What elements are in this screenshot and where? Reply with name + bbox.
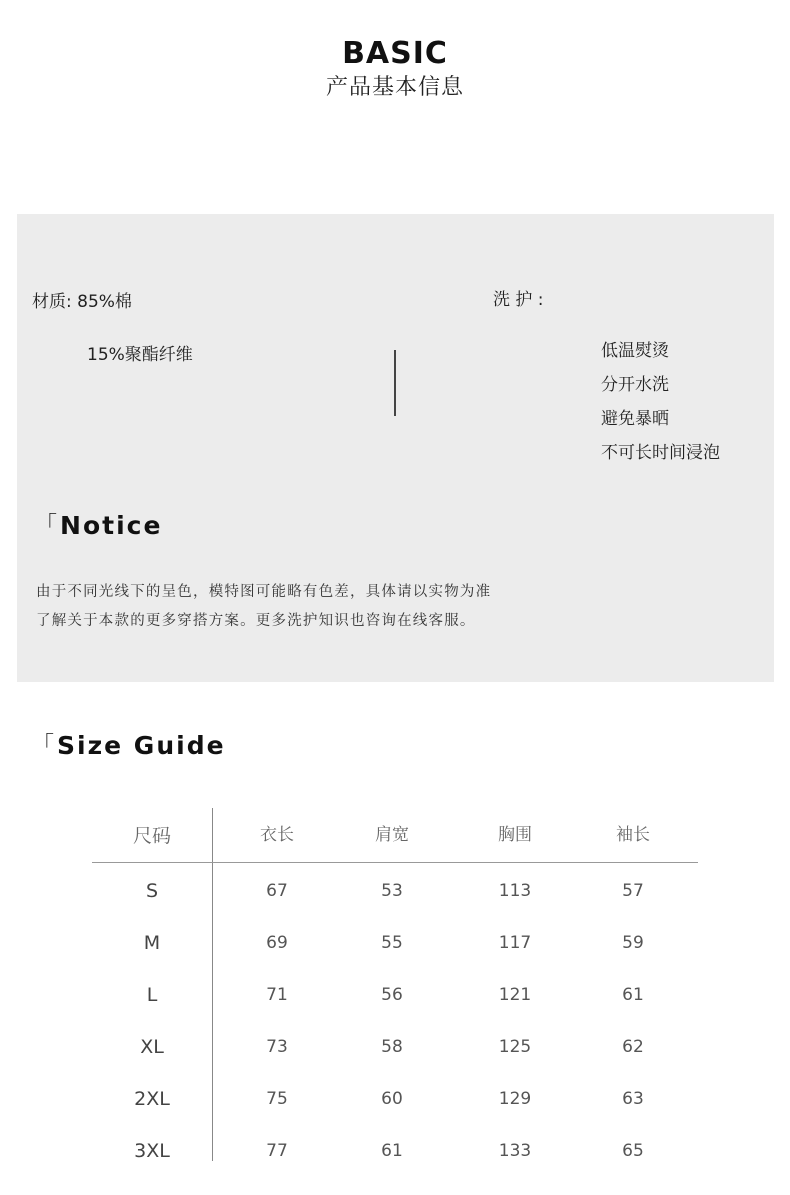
table-cell: 56 xyxy=(381,985,403,1005)
corner-bracket-icon: 「 xyxy=(35,513,60,538)
table-column-divider xyxy=(212,808,213,1161)
table-header-divider xyxy=(92,862,698,863)
table-header-cell: 袖长 xyxy=(616,825,650,845)
table-cell: 61 xyxy=(622,985,644,1005)
table-cell: 60 xyxy=(381,1089,403,1109)
care-instructions-list xyxy=(601,334,720,470)
table-cell: 62 xyxy=(622,1037,644,1057)
table-header-cell: 尺码 xyxy=(132,825,172,847)
notice-text xyxy=(36,578,636,636)
table-header-cell: 衣长 xyxy=(260,825,294,845)
table-cell: 75 xyxy=(266,1089,288,1109)
care-item: 不可长时间浸泡 xyxy=(601,443,720,463)
material-secondary: 15%聚酯纤维 xyxy=(87,345,193,365)
table-size-cell: 3XL xyxy=(134,1140,170,1162)
material-label: 材质: 85%棉 xyxy=(32,292,132,312)
table-cell: 113 xyxy=(498,881,532,901)
table-cell: 71 xyxy=(266,985,288,1005)
page-subtitle: 产品基本信息 xyxy=(325,75,464,100)
care-label: 洗 护 : xyxy=(493,290,544,310)
table-cell: 57 xyxy=(622,881,644,901)
table-size-cell: S xyxy=(145,880,159,902)
care-item: 避免暴晒 xyxy=(601,409,669,429)
size-guide-heading-text: Size Guide xyxy=(57,731,226,760)
table-cell: 129 xyxy=(498,1089,532,1109)
care-item: 低温熨烫 xyxy=(601,341,669,361)
table-cell: 117 xyxy=(498,933,532,953)
page-title: BASIC xyxy=(342,36,448,71)
table-cell: 125 xyxy=(498,1037,532,1057)
table-cell: 69 xyxy=(266,933,288,953)
vertical-divider xyxy=(394,350,396,416)
table-cell: 55 xyxy=(381,933,403,953)
table-cell: 67 xyxy=(266,881,288,901)
table-cell: 58 xyxy=(381,1037,403,1057)
table-header-cell: 胸围 xyxy=(498,825,532,845)
table-header-cell: 肩宽 xyxy=(375,825,409,845)
table-cell: 61 xyxy=(381,1141,403,1161)
table-size-cell: M xyxy=(143,932,161,954)
table-cell: 59 xyxy=(622,933,644,953)
corner-bracket-icon: 「 xyxy=(32,733,57,758)
size-table xyxy=(92,808,698,1163)
table-cell: 121 xyxy=(498,985,532,1005)
notice-heading xyxy=(35,510,162,542)
notice-line: 由于不同光线下的呈色，模特图可能略有色差，具体请以实物为准 xyxy=(36,584,492,600)
table-cell: 65 xyxy=(622,1141,644,1161)
table-cell: 133 xyxy=(498,1141,532,1161)
notice-line: 了解关于本款的更多穿搭方案。更多洗护知识也咨询在线客服。 xyxy=(36,613,476,629)
notice-heading-text: Notice xyxy=(60,511,163,540)
product-info-panel xyxy=(17,214,774,682)
table-cell: 53 xyxy=(381,881,403,901)
size-guide-heading xyxy=(32,730,226,762)
table-size-cell: L xyxy=(146,984,158,1006)
table-cell: 73 xyxy=(266,1037,288,1057)
table-cell: 63 xyxy=(622,1089,644,1109)
table-cell: 77 xyxy=(266,1141,288,1161)
table-size-cell: XL xyxy=(140,1036,164,1058)
table-size-cell: 2XL xyxy=(134,1088,170,1110)
care-item: 分开水洗 xyxy=(601,375,669,395)
